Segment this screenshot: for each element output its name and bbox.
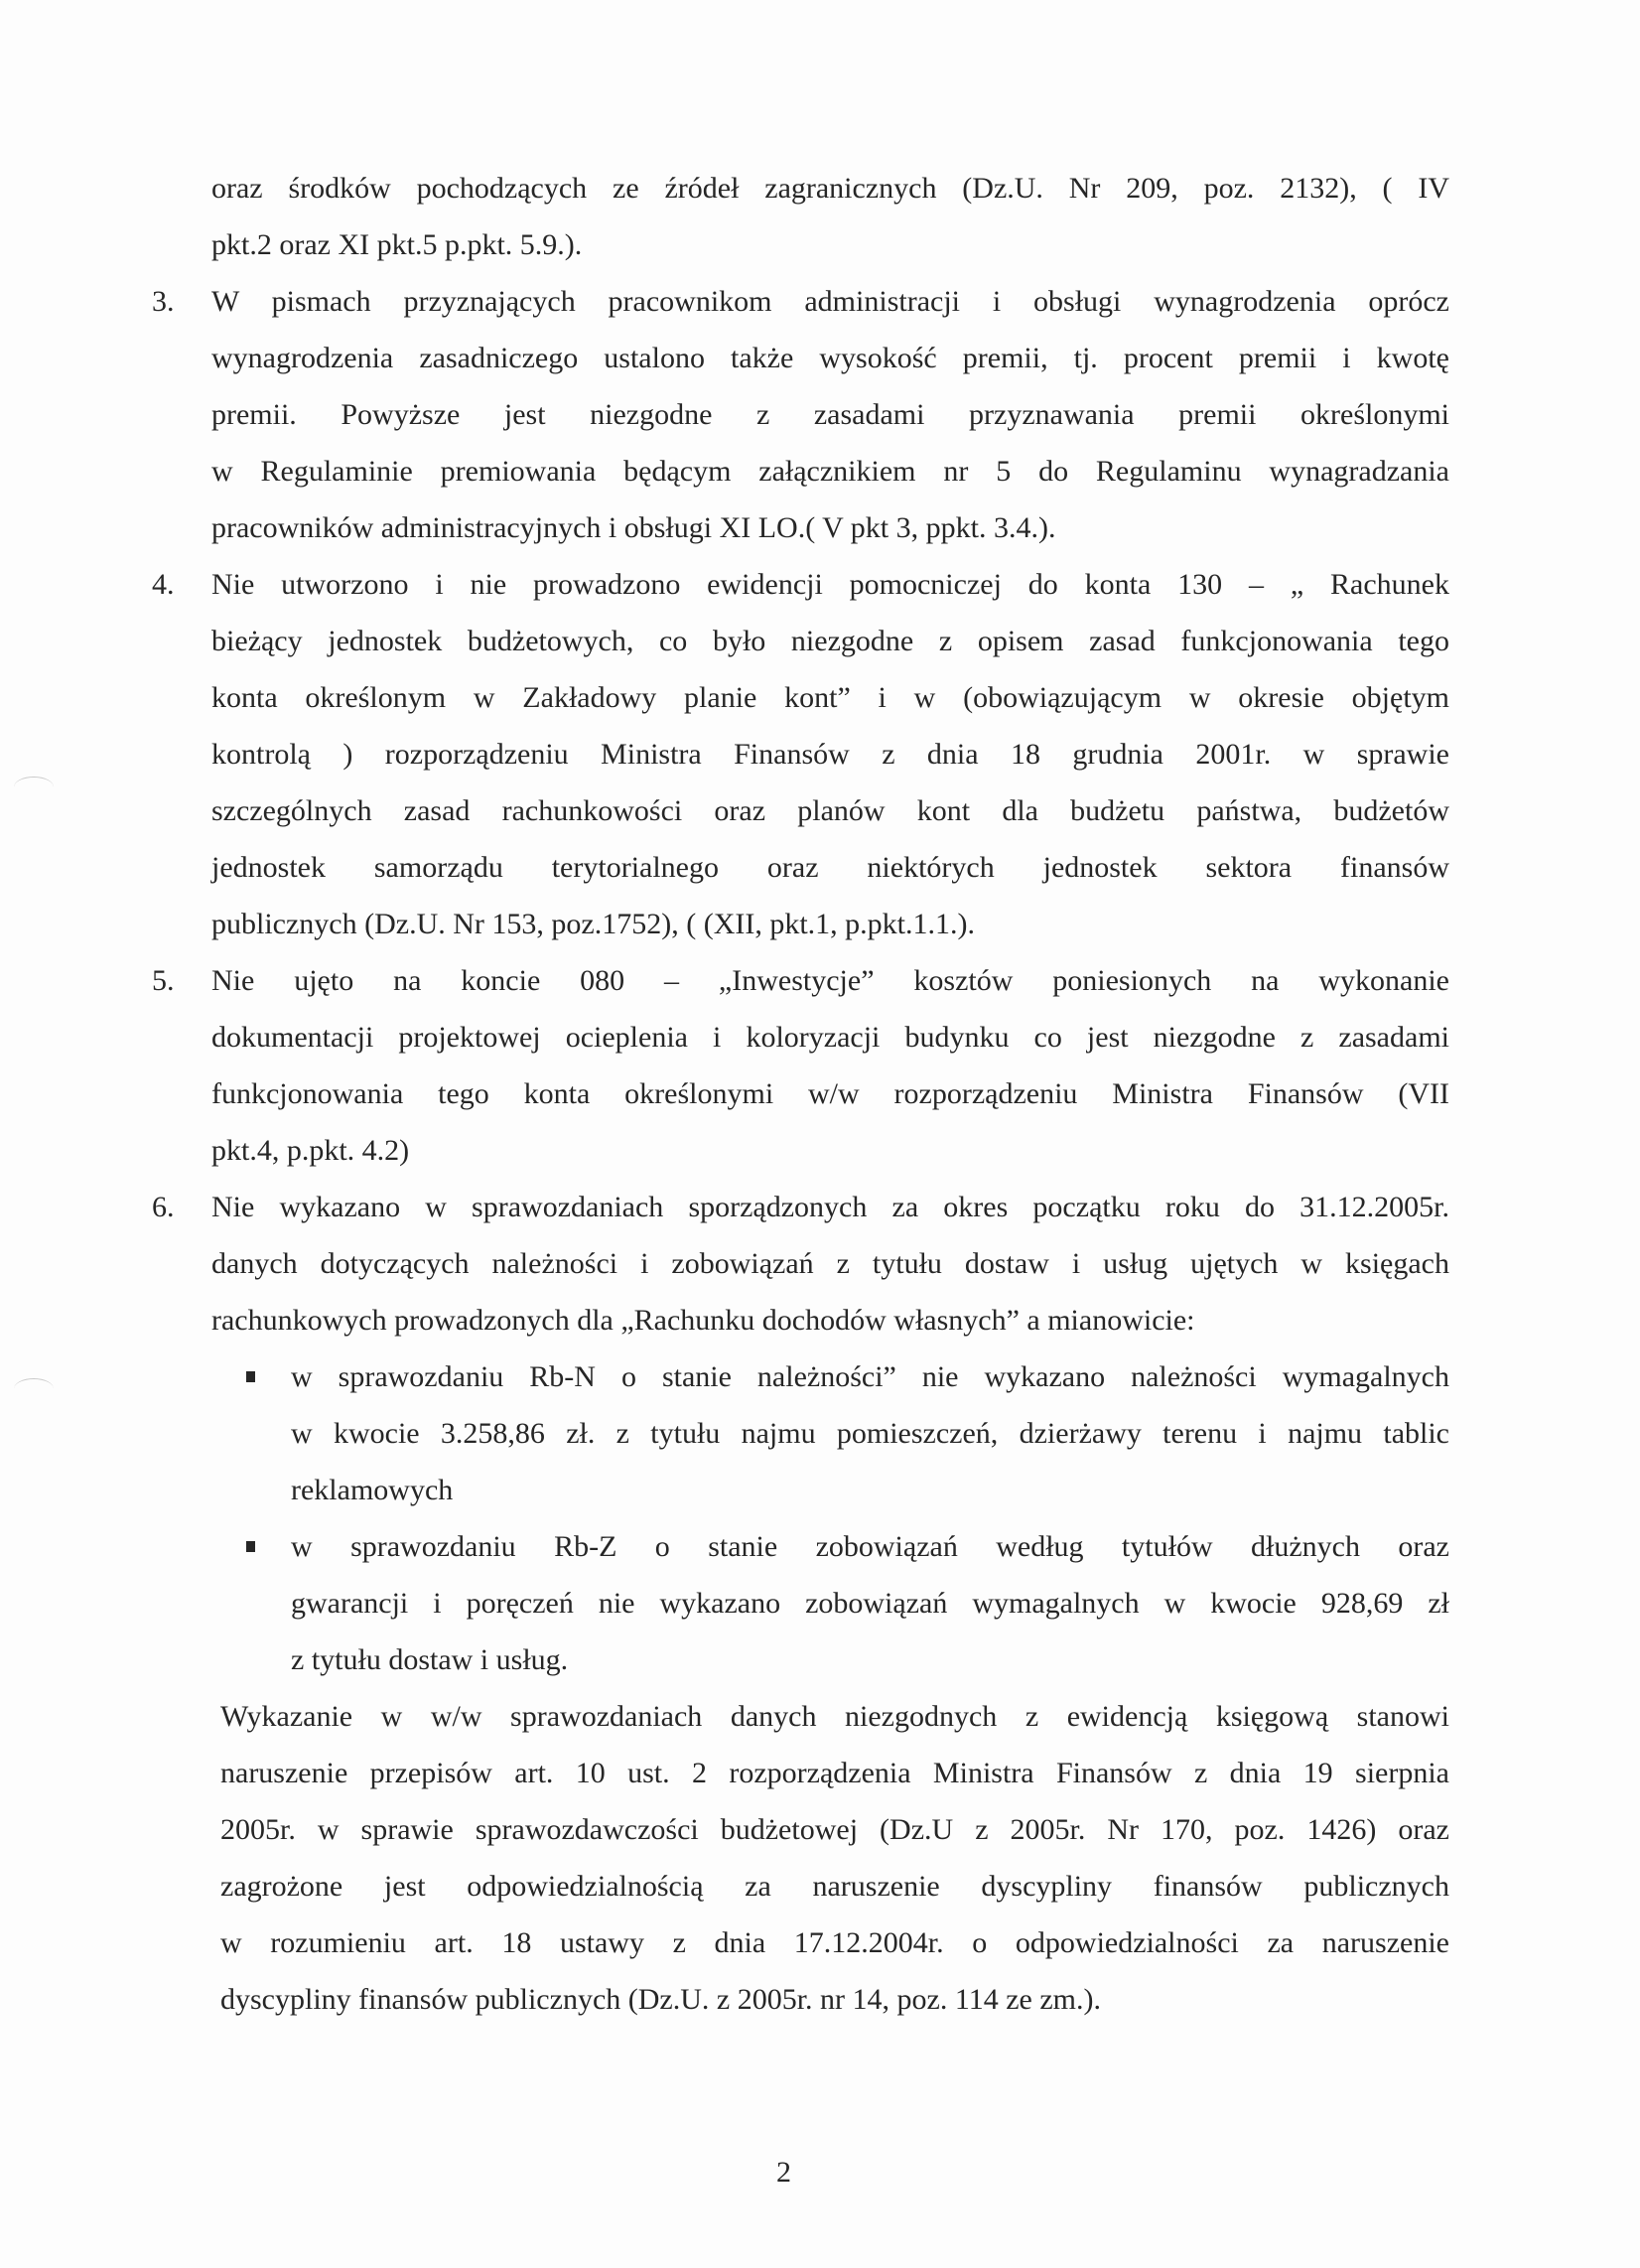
text-line: z tytułu dostaw i usług. xyxy=(291,1643,569,1676)
text-line: dokumentacji projektowej ocieplenia i koloryzacji budynku co jest niezgodne z zasadami xyxy=(211,1021,1449,1054)
scan-artifact xyxy=(14,1378,54,1399)
text-line: dyscypliny finansów publicznych (Dz.U. z 2005r. nr 14, poz. 114 ze zm.). xyxy=(220,1983,1102,2016)
list-number: 4. xyxy=(152,568,175,601)
text-line: Nie wykazano w sprawozdaniach sporządzonych za okres początku roku do 31.12.2005r. xyxy=(211,1191,1449,1223)
text-line: w Regulaminie premiowania będącym załącznikiem nr 5 do Regulaminu wynagradzania xyxy=(211,455,1449,488)
text-line: zagrożone jest odpowiedzialnością za naruszenie dyscypliny finansów publicznych xyxy=(220,1870,1449,1903)
text-line: publicznych (Dz.U. Nr 153, poz.1752), ( (XII, pkt.1, p.pkt.1.1.). xyxy=(211,908,975,940)
text-line: w rozumieniu art. 18 ustawy z dnia 17.12.2004r. o odpowiedzialności za naruszenie xyxy=(220,1926,1449,1959)
text-line: jednostek samorządu terytorialnego oraz niektórych jednostek sektora finansów xyxy=(211,851,1449,884)
text-line: konta określonym w Zakładowy planie kont” i w (obowiązującym w okresie objętym xyxy=(211,681,1449,714)
text-line: Nie ujęto na koncie 080 – „Inwestycje” kosztów poniesionych na wykonanie xyxy=(211,964,1449,997)
text-line: w sprawozdaniu Rb-N o stanie należności” nie wykazano należności wymagalnych xyxy=(291,1360,1449,1393)
text-line: oraz środków pochodzących ze źródeł zagranicznych (Dz.U. Nr 209, poz. 2132), ( IV xyxy=(211,172,1449,205)
text-line: reklamowych xyxy=(291,1474,454,1506)
text-line: Nie utworzono i nie prowadzono ewidencji pomocniczej do konta 130 – „ Rachunek xyxy=(211,568,1449,601)
text-line: pkt.2 oraz XI pkt.5 p.pkt. 5.9.). xyxy=(211,228,583,261)
text-line: kontrolą ) rozporządzeniu Ministra Finansów z dnia 18 grudnia 2001r. w sprawie xyxy=(211,738,1449,771)
text-line: danych dotyczących należności i zobowiązań z tytułu dostaw i usług ujętych w księgach xyxy=(211,1247,1449,1280)
text-line: premii. Powyższe jest niezgodne z zasadami przyznawania premii określonymi xyxy=(211,398,1449,431)
text-line: gwarancji i poręczeń nie wykazano zobowiązań wymagalnych w kwocie 928,69 zł xyxy=(291,1587,1449,1620)
text-line: funkcjonowania tego konta określonymi w/w rozporządzeniu Ministra Finansów (VII xyxy=(211,1077,1449,1110)
square-bullet-icon xyxy=(246,1541,255,1552)
text-line: 2005r. w sprawie sprawozdawczości budżetowej (Dz.U z 2005r. Nr 170, poz. 1426) oraz xyxy=(220,1813,1449,1846)
text-line: naruszenie przepisów art. 10 ust. 2 rozporządzenia Ministra Finansów z dnia 19 sierpnia xyxy=(220,1757,1449,1789)
text-line: pracowników administracyjnych i obsługi XI LO.( V pkt 3, ppkt. 3.4.). xyxy=(211,511,1056,544)
list-number: 3. xyxy=(152,285,175,318)
list-number: 6. xyxy=(152,1191,175,1223)
square-bullet-icon xyxy=(246,1371,255,1382)
page-number: 2 xyxy=(776,2156,791,2189)
text-line: rachunkowych prowadzonych dla „Rachunku dochodów własnych” a mianowicie: xyxy=(211,1304,1195,1337)
scan-artifact xyxy=(14,777,54,797)
text-line: szczególnych zasad rachunkowości oraz planów kont dla budżetu państwa, budżetów xyxy=(211,794,1449,827)
text-line: W pismach przyznających pracownikom administracji i obsługi wynagrodzenia oprócz xyxy=(211,285,1449,318)
text-line: w kwocie 3.258,86 zł. z tytułu najmu pomieszczeń, dzierżawy terenu i najmu tablic xyxy=(291,1417,1449,1450)
text-line: wynagrodzenia zasadniczego ustalono także wysokość premii, tj. procent premii i kwotę xyxy=(211,342,1449,374)
text-line: bieżący jednostek budżetowych, co było niezgodne z opisem zasad funkcjonowania tego xyxy=(211,625,1449,657)
text-line: Wykazanie w w/w sprawozdaniach danych niezgodnych z ewidencją księgową stanowi xyxy=(220,1700,1449,1733)
list-number: 5. xyxy=(152,964,175,997)
text-line: pkt.4, p.pkt. 4.2) xyxy=(211,1134,410,1167)
text-line: w sprawozdaniu Rb-Z o stanie zobowiązań według tytułów dłużnych oraz xyxy=(291,1530,1449,1563)
